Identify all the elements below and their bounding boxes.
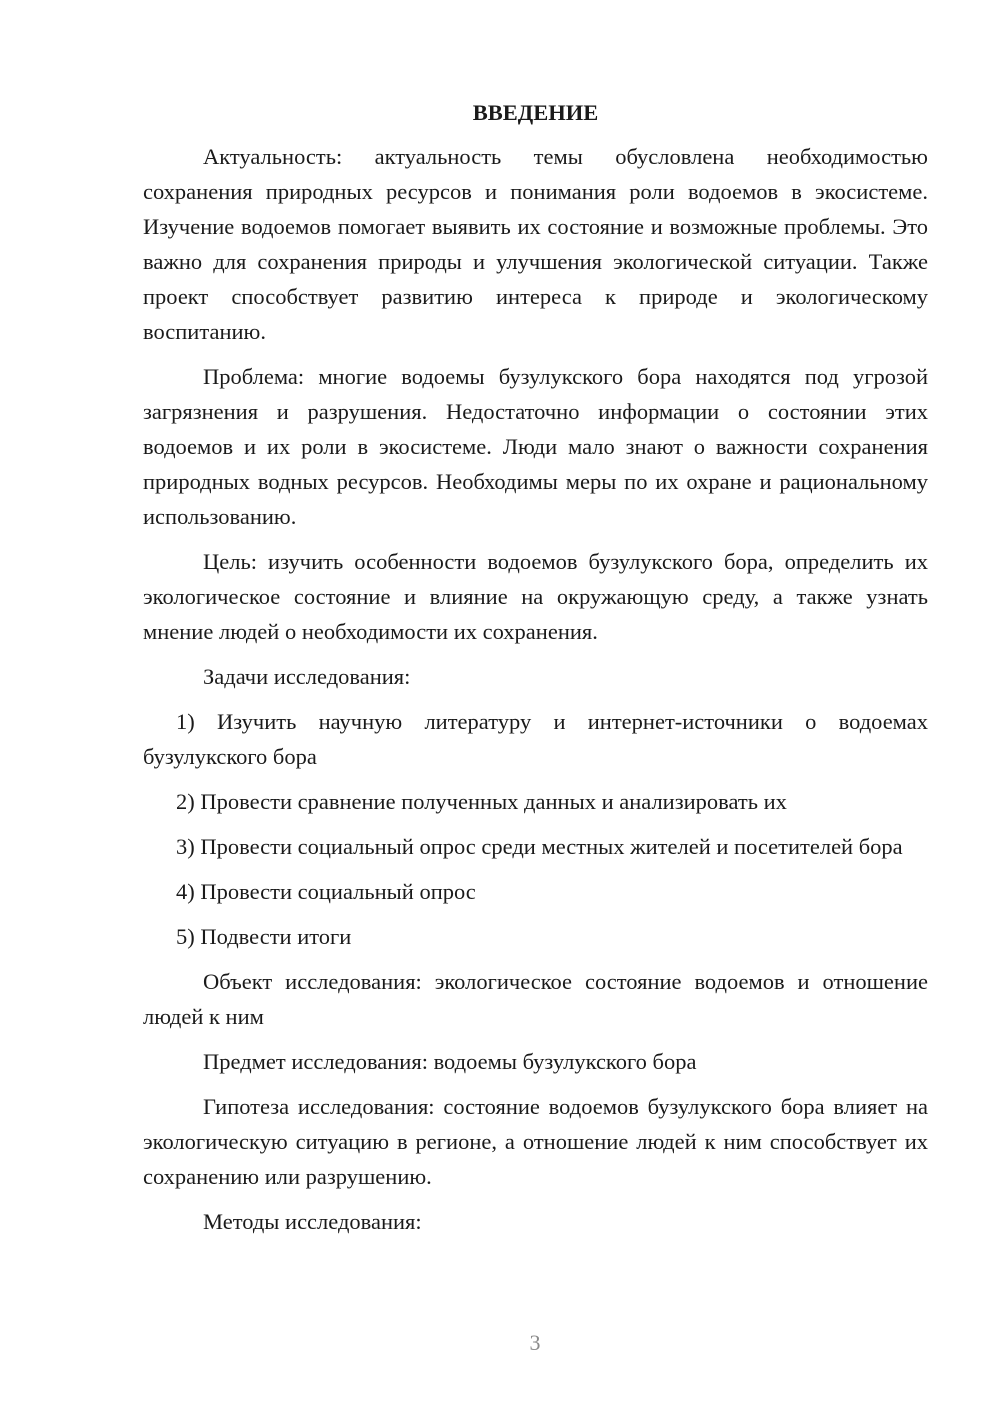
relevance-paragraph: Актуальность: актуальность темы обусловлена необходимостью сохранения природных ресурсов и понимания роли водоемов в экосистеме. Изучение водоемов помогает выявить их состояние и возможные проблемы. Это важно для сохранения природы и улучшения экологической ситуации. Также проект способствует развитию интереса к природе и экологическому воспитанию. — [143, 144, 928, 344]
page-number: 3 — [529, 1330, 541, 1355]
methods-heading: Методы исследования: — [203, 1209, 422, 1234]
task-item: 4) Провести социальный опрос — [176, 879, 476, 904]
goal-paragraph: Цель: изучить особенности водоемов бузулукского бора, определить их экологическое состояние и влияние на окружающую среду, а также узнать мнение людей о необходимости их сохранения. — [143, 549, 928, 644]
document-body — [143, 95, 928, 1249]
problem-paragraph: Проблема: многие водоемы бузулукского бора находятся под угрозой загрязнения и разрушения. Недостаточно информации о состоянии этих водоемов и их роли в экосистеме. Люди мало знают о важности сохранения природных водных ресурсов. Необходимы меры по их охране и рациональному использованию. — [143, 364, 928, 529]
task-item: 1) Изучить научную литературу и интернет-источники о водоемах бузулукского бора — [143, 709, 928, 769]
task-item: 5) Подвести итоги — [176, 924, 352, 949]
tasks-heading: Задачи исследования: — [203, 664, 411, 689]
task-item: 2) Провести сравнение полученных данных и анализировать их — [176, 789, 787, 814]
hypothesis-paragraph: Гипотеза исследования: состояние водоемов бузулукского бора влияет на экологическую ситуацию в регионе, а отношение людей к ним способствует их сохранению или разрушению. — [143, 1094, 928, 1189]
page-title: ВВЕДЕНИЕ — [472, 100, 599, 125]
subject-paragraph: Предмет исследования: водоемы бузулукского бора — [203, 1049, 697, 1074]
object-paragraph: Объект исследования: экологическое состояние водоемов и отношение людей к ним — [143, 969, 928, 1029]
task-item: 3) Провести социальный опрос среди местных жителей и посетителей бора — [176, 834, 903, 859]
